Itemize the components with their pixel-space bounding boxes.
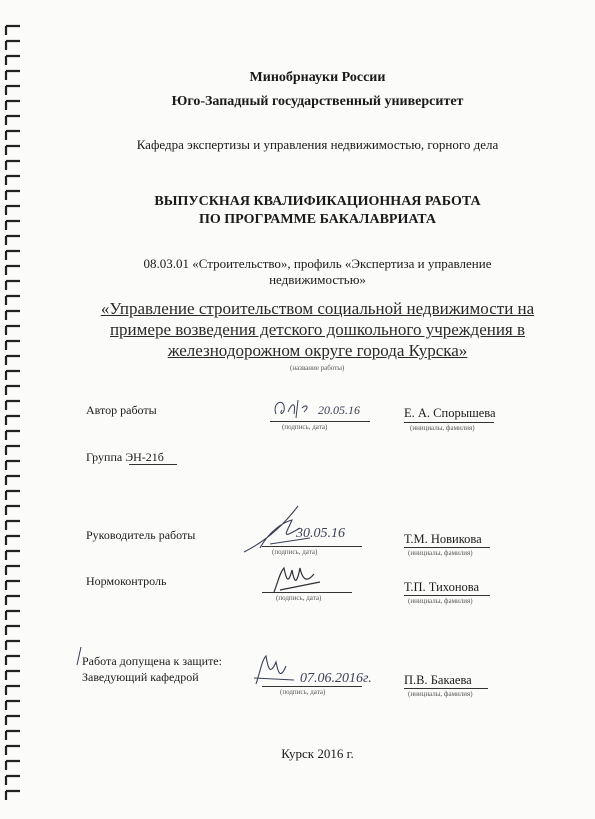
specialty-line-2: недвижимостью» [269, 272, 366, 287]
binding-mark [6, 386, 20, 395]
author-name-caption: (инициалы, фамилия) [410, 424, 475, 432]
city-year: Курск 2016 г. [281, 746, 354, 761]
supervisor-name-caption: (инициалы, фамилия) [408, 549, 473, 557]
normcontrol-label: Нормоконтроль [86, 574, 167, 588]
normcontrol-name-caption: (инициалы, фамилия) [408, 597, 473, 605]
binding-mark [6, 536, 20, 545]
author-signature-caption: (подпись, дата) [282, 423, 328, 431]
head-name: П.В. Бакаева [404, 673, 472, 687]
binding-mark [6, 746, 20, 755]
head-signature-caption: (подпись, дата) [280, 688, 326, 696]
supervisor-signature-date: 30.05.16 [296, 526, 345, 541]
author-label: Автор работы [86, 403, 157, 417]
group-underline [129, 464, 177, 465]
binding-mark [6, 581, 20, 590]
binding-mark [6, 776, 20, 785]
binding-mark [6, 131, 20, 140]
binding-mark [6, 56, 20, 65]
head-signature-stroke [254, 656, 294, 684]
binding-mark [6, 566, 20, 575]
admission-pen-mark-stroke [77, 647, 81, 665]
binding-mark [6, 731, 20, 740]
normcontrol-signature-stroke [274, 568, 320, 592]
binding-mark [6, 431, 20, 440]
binding-mark [6, 176, 20, 185]
author-signature-date: 20.05.16 [318, 403, 360, 417]
binding-mark [6, 506, 20, 515]
binding-mark [6, 641, 20, 650]
binding-mark [6, 551, 20, 560]
binding-mark [6, 521, 20, 530]
binding-mark [6, 26, 20, 35]
head-name-caption: (инициалы, фамилия) [408, 690, 473, 698]
binding-mark [6, 401, 20, 410]
thesis-title-line-1: «Управление строительством социальной недвижимости на [100, 299, 535, 318]
normcontrol-signature-caption: (подпись, дата) [276, 594, 322, 602]
supervisor-signature-line [262, 546, 362, 547]
binding-mark [6, 266, 20, 275]
binding-mark [6, 311, 20, 320]
head-signature [250, 650, 300, 690]
binding-mark [6, 86, 20, 95]
binding-mark [6, 101, 20, 110]
normcontrol-name: Т.П. Тихонова [404, 580, 480, 594]
normcontrol-signature [270, 560, 330, 596]
binding-mark [6, 476, 20, 485]
binding-mark [6, 341, 20, 350]
specialty [40, 256, 595, 288]
binding-mark [6, 626, 20, 635]
work-type-line-2: ПО ПРОГРАММЕ БАКАЛАВРИАТА [199, 212, 436, 227]
specialty-line-1: 08.03.01 «Строительство», профиль «Экспертиза и управление [143, 256, 492, 271]
group-label: Группа ЭН-21б [86, 450, 164, 464]
binding-mark [6, 221, 20, 230]
binding-mark [6, 686, 20, 695]
normcontrol-name-line [404, 595, 490, 596]
binding-mark [6, 716, 20, 725]
work-type-line-1: ВЫПУСКНАЯ КВАЛИФИКАЦИОННАЯ РАБОТА [154, 194, 481, 209]
binding-mark [6, 236, 20, 245]
binding-mark [6, 461, 20, 470]
supervisor-label: Руководитель работы [86, 528, 196, 542]
admission-label-line-1: Работа допущена к защите: [82, 654, 222, 668]
binding-mark [6, 656, 20, 665]
university-name: Юго-Западный государственный университет [171, 94, 464, 109]
department-name: Кафедра экспертизы и управления недвижимостью, горного дела [136, 137, 499, 152]
binding-mark [6, 41, 20, 50]
binding-mark [6, 356, 20, 365]
binding-mark [6, 191, 20, 200]
binding-mark [6, 791, 20, 800]
binding-mark [6, 491, 20, 500]
normcontrol-signature-line [262, 592, 352, 593]
supervisor-signature-caption: (подпись, дата) [272, 548, 318, 556]
binding-mark [6, 161, 20, 170]
binding-mark [6, 611, 20, 620]
spiral-binding [0, 20, 26, 800]
supervisor-name-line [404, 547, 490, 548]
binding-mark [6, 446, 20, 455]
title-caption: (название работы) [290, 364, 345, 372]
author-name: Е. А. Спорышева [404, 406, 496, 420]
supervisor-name: Т.М. Новикова [404, 532, 482, 546]
binding-mark [6, 761, 20, 770]
binding-mark [6, 596, 20, 605]
thesis-title [40, 298, 595, 361]
author-name-line [404, 422, 494, 423]
binding-mark [6, 146, 20, 155]
binding-mark [6, 326, 20, 335]
author-signature-stroke [275, 400, 307, 418]
work-type [40, 193, 595, 229]
head-signature-line [262, 686, 362, 687]
ministry-name: Минобрнауки России [249, 70, 386, 85]
binding-mark [6, 251, 20, 260]
head-signature-date: 07.06.2016г. [300, 671, 372, 686]
binding-mark [6, 671, 20, 680]
binding-mark [6, 206, 20, 215]
thesis-title-line-3: железнодорожном округе города Курска» [167, 341, 468, 360]
binding-mark [6, 296, 20, 305]
binding-mark [6, 281, 20, 290]
head-name-line [404, 688, 488, 689]
binding-mark [6, 116, 20, 125]
binding-mark [6, 416, 20, 425]
binding-mark [6, 371, 20, 380]
thesis-title-line-2: примере возведения детского дошкольного учреждения в [109, 320, 526, 339]
binding-mark [6, 71, 20, 80]
admission-label-line-2: Заведующий кафедрой [82, 670, 199, 684]
binding-mark [6, 701, 20, 710]
